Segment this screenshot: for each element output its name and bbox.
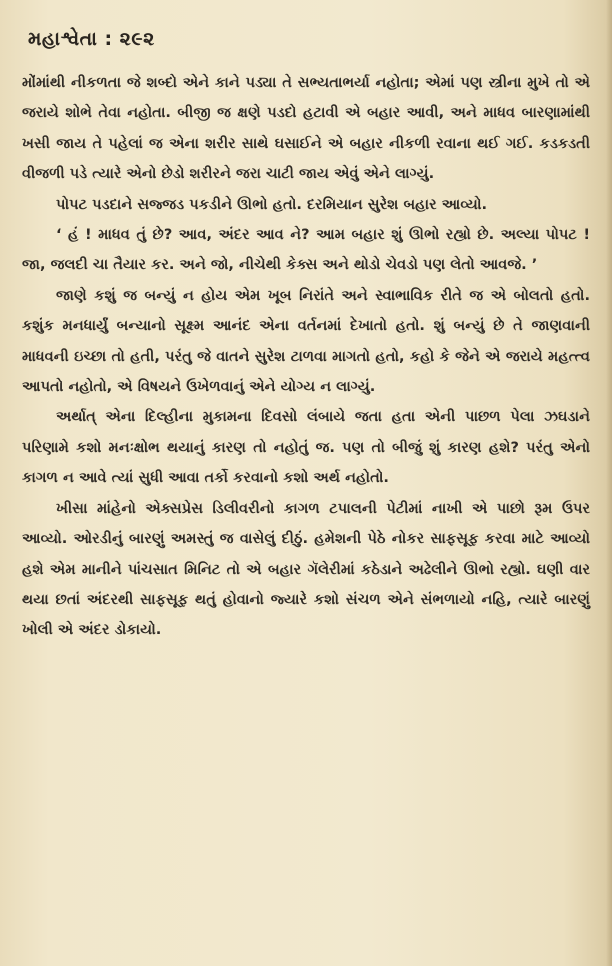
paragraph-4: જાણે કશું જ બન્યું ન હોય એમ ખૂબ નિરાંતે અને સ્વાભાવિક રીતે જ એ બોલતો હતો. કશુંક મનધાર્યું બન્યાનો સૂક્ષ્મ આનંદ એના વર્તનમાં દેખાતો હતો. શું બન્યું છે તે જાણવાની માધવની ઇચ્છા તો હતી, પરંતુ જે વાતને સુરેશ ટાળવા માગતો હતો, કહો કે જેને એ જરાયે મહત્ત્વ આપતો નહોતો, એ વિષયને ઉખેળવાનું એને યોગ્ય ન લાગ્યું. xyxy=(22,286,590,396)
paragraph-1: મોંમાંથી નીકળતા જે શબ્દો એને કાને પડ્યા તે સભ્યતાભર્યા નહોતા; એમાં પણ સ્ત્રીના મુખે તો એ જરાયે શોભે તેવા નહોતા. બીજી જ ક્ષણે પડદો હટાવી એ બહાર આવી, અને માધવ બારણામાંથી ખસી જાય તે પહેલાં જ એના શરીર સાથે ઘસાઈને એ બહાર નીકળી રવાના થઈ ગઈ. કડકડતી વીજળી પડે ત્યારે એનો છેડો શરીરને જરા ચાટી જાય એવું એને લાગ્યું. xyxy=(22,74,590,183)
paragraph-5: અર્થાત્ એના દિલ્હીના મુકામના દિવસો લંબાયે જતા હતા એની પાછળ પેલા ઝઘડાને પરિણામે કશો મનઃક્ષોભ થયાનું કારણ તો નહોતું જ. પણ તો બીજું શું કારણ હશે? પરંતુ એનો કાગળ ન આવે ત્યાં સુધી આવા તર્કો કરવાનો કશો અર્થ નહોતો. xyxy=(22,408,590,487)
page-edge-shadow xyxy=(606,0,612,966)
paragraph-3: ‘ હં ! માધવ તું છે? આવ, અંદર આવ ને? આમ બહાર શું ઊભો રહ્યો છે. અલ્યા પોપટ ! જા, જલદી ચા તૈયાર કર. અને જો, નીચેથી કેક્સ અને થોડો ચેવડો પણ લેતો આવજે. ’ xyxy=(22,226,590,274)
paragraph-6: ખીસા માંહેનો એક્સપ્રેસ ડિલીવરીનો કાગળ ટપાલની પેટીમાં નાખી એ પાછો રૂમ ઉપર આવ્યો. ઓરડીનું બારણું અમસ્તું જ વાસેલું દીઠું. હમેશની પેઠે નોકર સાફસૂફ કરવા માટે આવ્યો હશે એમ માનીને પાંચસાત મિનિટ તો એ બહાર ગૅલેરીમાં કઠેડાને અઢેલીને ઊભો રહ્યો. ઘણી વાર થયા છતાં અંદરથી સાફસૂફ થતું હોવાનો જ્યારે કશો સંચળ એને સંભળાયો નહિ, ત્યારે બારણું ખોલી એ અંદર ડોકાયો. xyxy=(22,499,590,639)
paragraph-2: પોપટ પડદાને સજ્જડ પકડીને ઊભો હતો. દરમિયાન સુરેશ બહાર આવ્યો. xyxy=(56,195,488,213)
running-header: મહાશ્વેતા : ૨૯૨ xyxy=(28,28,155,50)
